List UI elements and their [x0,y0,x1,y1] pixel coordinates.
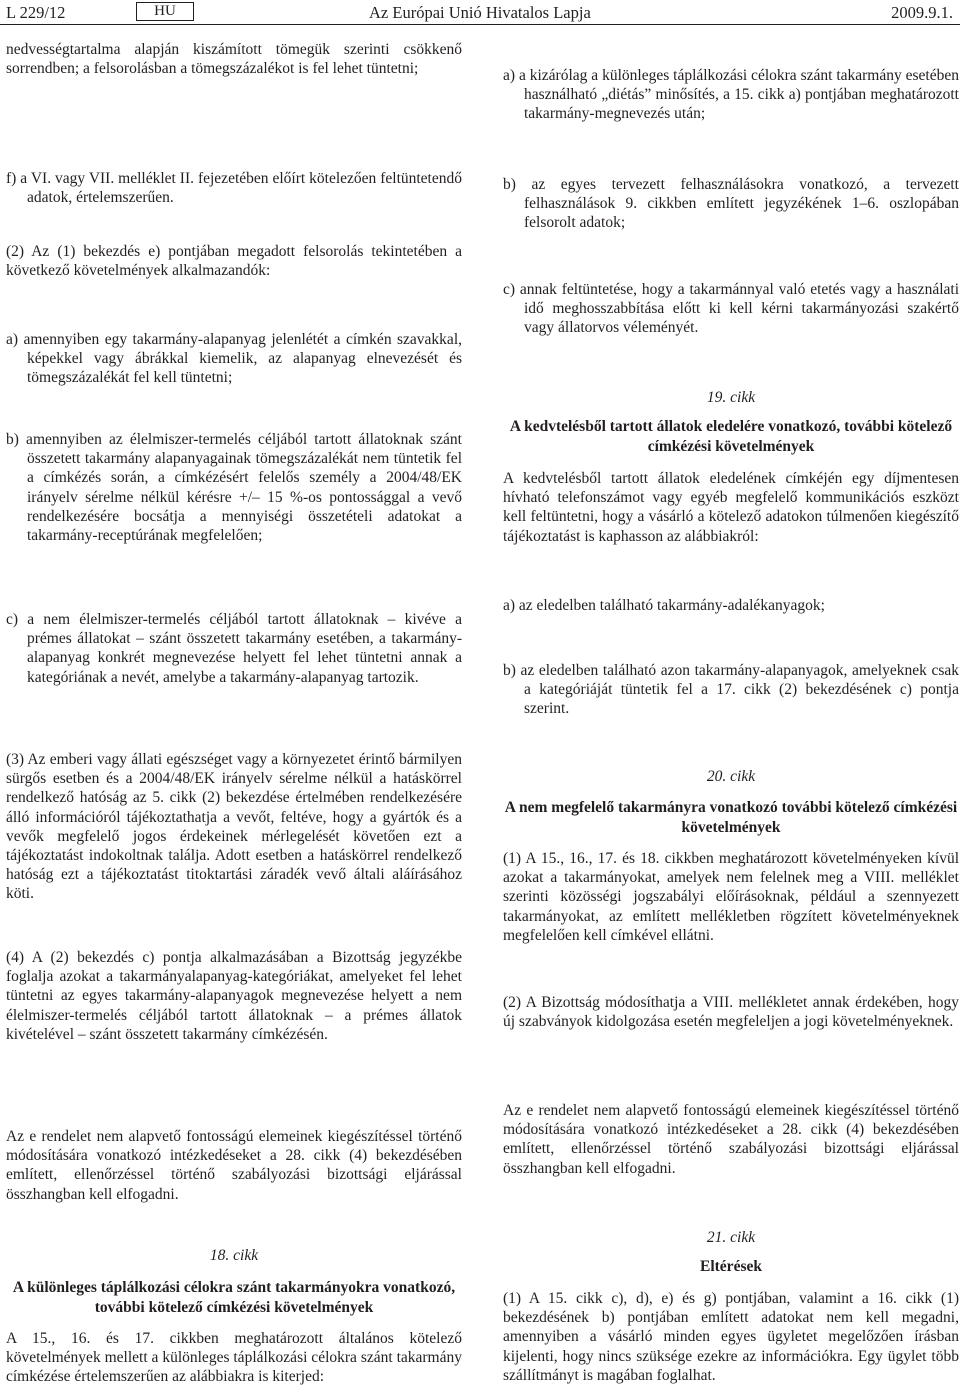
list-item: a) a kizárólag a különleges táplálkozási célokra szánt takarmány esetében használható „diétás” minősítés, a 15. cikk a) pontjában meghatározott takarmány-megnevezés után; [503,67,959,123]
paragraph: (2) A Bizottság módosíthatja a VIII. mellékletet annak érdekében, hogy új szabványok kidolgozása esetén megfeleljen a jogi követelményeknek. [503,994,959,1031]
article-number: 21. cikk [706,1229,756,1246]
paragraph: nedvességtartalma alapján kiszámított tömegük szerinti csökkenő sorrendben; a felsorolásban a tömegszázalékot is fel lehet tüntetni; [6,41,462,78]
paragraph: (2) Az (1) bekezdés e) pontjában megadott felsorolás tekintetében a következő követelmények alkalmazandók: [6,243,462,280]
article-title: A különleges táplálkozási célokra szánt takarmányokra vonatkozó, további kötelező címkézési követelmények [12,1279,456,1316]
paragraph: A kedvtelésből tartott állatok eledelének címkéjén egy díjmentesen hívható telefonszámot vagy egyéb megfelelő kommunikációs eszközt kell feltüntetni, hogy a vásárló a kötelező adatokon túlmenően kiegészítő tájékoztatást is kaphasson az alábbiakról: [503,470,959,545]
list-item: b) az egyes tervezett felhasználásokra vonatkozó, a tervezett felhasználások 9. cikkben említett jegyzékének 1–6. oszlopában felsorolt adatok; [503,176,959,232]
page-reference: L 229/12 [6,3,66,22]
list-item: f) a VI. vagy VII. melléklet II. fejezetében előírt kötelezően feltüntetendő adatok, értelemszerűen. [6,170,462,207]
paragraph: A 15., 16. és 17. cikkben meghatározott általános kötelező követelmények mellett a különleges táplálkozási célokra szánt takarmány címkézése értelemszerűen az alábbiakra is kiterjed: [6,1330,462,1386]
language-badge: HU [136,2,194,21]
article-title: A kedvtelésből tartott állatok eledelére vonatkozó, további kötelező címkézési követelmények [509,418,953,455]
paragraph: Az e rendelet nem alapvető fontosságú elemeinek kiegészítéssel történő módosítására vonatkozó intézkedéseket a 28. cikk (4) bekezdésében említett, ellenőrzéssel történő szabályozási bizottsági eljárással összhangban kell elfogadni. [6,1128,462,1203]
list-item: c) a nem élelmiszer-termelés céljából tartott állatoknak – kivéve a prémes állatokat – szánt összetett takarmány esetében, a takarmány-alapanyag konkrét megnevezése helyett fel lehet tüntetni annak a kategóriának a nevét, amelybe a takarmány-alapanyag tartozik. [6,611,462,686]
list-item: a) az eledelben található takarmány-adalékanyagok; [503,597,825,614]
list-item: a) amennyiben egy takarmány-alapanyag jelenlétét a címkén szavakkal, képekkel vagy ábrákkal kiemelik, az alapanyag elnevezését és tömegszázalékát fel kell tüntetni; [6,331,462,387]
list-item: b) az eledelben található azon takarmány-alapanyagok, amelyeknek csak a kategóriáját tüntetik fel a 17. cikk (2) bekezdésének c) pontja szerint. [503,662,959,718]
paragraph: (1) A 15. cikk c), d), e) és g) pontjában, valamint a 16. cikk (1) bekezdésének b) pontjában említett adatokat nem kell megadni, amennyiben a vásárló minden egyes ügyletet megelőzően írásban kijelenti, hogy nincs szüksége ezekre az információkra. Egy ügylet több szállítmányt is magában foglalhat. [503,1290,959,1384]
header-rule [0,24,960,25]
paragraph: (4) A (2) bekezdés c) pontja alkalmazásában a Bizottság jegyzékbe foglalja azokat a takarmányalapanyag-kategóriákat, amelyeket fel lehet tüntetni az egyes takarmány-alapanyagok megnevezése helyett a nem élelmiszer-termelés céljából tartott állatoknak – a prémes állatok kivételével – szánt összetett takarmány címkézésén. [6,949,462,1043]
paragraph: (1) A 15., 16., 17. és 18. cikkben meghatározott követelményeken kívül azokat a takarmányokat, amelyek nem felelnek meg a VIII. melléklet szerinti közösségi jogszabályi előírásoknak, például a szennyezett takarmányokat, az említett mellékletben rögzített követelményeknek megfelelően kell címkével ellátni. [503,850,959,944]
list-item: c) annak feltüntetése, hogy a takarmánnyal való etetés vagy a használati idő meghosszabbítása előtt ki kell kérni takarmányozási szakértő vagy állatorvos véleményét. [503,281,959,337]
paragraph: Az e rendelet nem alapvető fontosságú elemeinek kiegészítéssel történő módosítására vonatkozó intézkedéseket a 28. cikk (4) bekezdésében említett, ellenőrzéssel történő szabályozási bizottsági eljárással összhangban kell elfogadni. [503,1102,959,1177]
article-number: 18. cikk [209,1247,259,1264]
article-title: Eltérések [700,1258,762,1275]
journal-title: Az Európai Unió Hivatalos Lapja [369,3,591,22]
publication-date: 2009.9.1. [891,3,953,22]
article-number: 19. cikk [706,389,756,406]
article-title: A nem megfelelő takarmányra vonatkozó további kötelező címkézési követelmények [504,799,958,836]
paragraph: (3) Az emberi vagy állati egészséget vagy a környezetet érintő bármilyen sürgős esetben és a 2004/48/EK irányelv sérelme nélkül a hatáskörrel rendelkező hatóság az 5. cikk (2) bekezdése értelmében rendelkezésére álló információról tájékoztathatja a vevőt, feltéve, hogy a gyártók és a vevők megfelelő jogos érdekeinek mérlegelését követően ezt a tájékoztatást indokoltnak találja. Adott esetben a hatáskörrel rendelkező hatóság ezt a tájékoztatást titoktartási záradék vevő általi aláírásához köti. [6,751,462,903]
page-header [0,0,960,26]
list-item: b) amennyiben az élelmiszer-termelés céljából tartott állatoknak szánt összetett takarmány alapanyagainak tömegszázalékát nem tüntetik fel a címkézés során, a címkézésért felelős személy a 2004/48/EK irányelv sérelme nélkül kérésre +/– 15 %-os pontossággal a vevő rendelkezésére bocsátja a mennyiségi összetételi adatokat a takarmány-receptúrának megfelelően; [6,431,462,545]
article-number: 20. cikk [706,768,756,785]
